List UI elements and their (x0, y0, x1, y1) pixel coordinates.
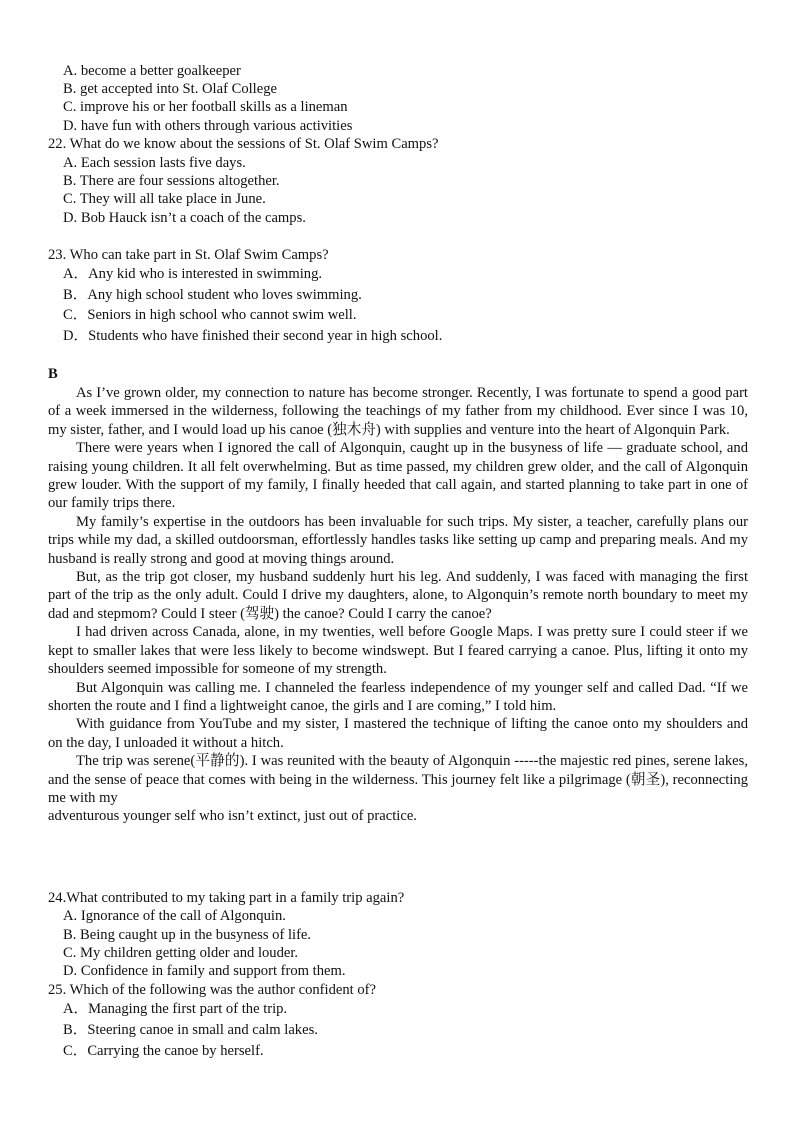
q25-option-b: B．Steering canoe in small and calm lakes. (63, 1022, 318, 1038)
q23-option-b: B．Any high school student who loves swimming. (63, 287, 362, 303)
q24-option-d: D. Confidence in family and support from them. (63, 963, 346, 979)
passage-paragraph: The trip was serene(平静的). I was reunited with the beauty of Algonquin -----the majestic red pines, serene lakes, and the sense of peace that comes with being in the wilderness. This journey felt like a pilgrimage (朝圣), reconnecting me with my (48, 753, 748, 806)
q21-option-d: D. have fun with others through various activities (63, 118, 353, 134)
q23-stem: 23. Who can take part in St. Olaf Swim Camps? (48, 247, 329, 263)
q23-option-d: D．Students who have finished their second year in high school. (63, 328, 443, 344)
q24-option-b: B. Being caught up in the busyness of life. (63, 927, 312, 943)
q21-option-c: C. improve his or her football skills as a lineman (63, 99, 348, 115)
q22-option-b: B. There are four sessions altogether. (63, 173, 280, 189)
passage-heading: B (48, 366, 58, 382)
q23-option-a: A．Any kid who is interested in swimming. (63, 266, 323, 282)
passage-paragraph: With guidance from YouTube and my sister, I mastered the technique of lifting the canoe onto my shoulders and on the day, I unloaded it without a hitch. (48, 716, 748, 751)
passage-body (48, 384, 748, 826)
q25-stem: 25. Which of the following was the author confident of? (48, 982, 377, 998)
passage-paragraph: My family’s expertise in the outdoors has been invaluable for such trips. My sister, a teacher, carefully plans our trips while my dad, a skilled outdoorsman, effortlessly handles tasks like setting up camp and preparing meals. And my husband is really strong and good at moving things around. (48, 513, 748, 567)
q22-option-a: A. Each session lasts five days. (63, 155, 246, 171)
q25-option-c: C．Carrying the canoe by herself. (63, 1043, 264, 1059)
q22-option-c: C. They will all take place in June. (63, 191, 266, 207)
passage-paragraph: But, as the trip got closer, my husband suddenly hurt his leg. And suddenly, I was faced with managing the first part of the trip as the only adult. Could I drive my daughters, alone, to Algonquin’s remote north boundary to meet my dad and stepmom? Could I steer (驾驶) the canoe? Could I carry the canoe? (48, 569, 748, 622)
q22-stem: 22. What do we know about the sessions of St. Olaf Swim Camps? (48, 136, 439, 152)
q25-option-a: A．Managing the first part of the trip. (63, 1001, 288, 1017)
q22-option-d: D. Bob Hauck isn’t a coach of the camps. (63, 210, 306, 226)
q24-option-a: A. Ignorance of the call of Algonquin. (63, 908, 286, 924)
q24-stem: 24.What contributed to my taking part in a family trip again? (48, 890, 405, 906)
passage-paragraph: I had driven across Canada, alone, in my twenties, well before Google Maps. I was pretty sure I could steer if we kept to smaller lakes that were less likely to become windswept. But I feared carrying a canoe. Plus, lifting it onto my shoulders seemed impossible for someone of my strength. (48, 624, 748, 678)
passage-last-line: adventurous younger self who isn’t extinct, just out of practice. (48, 808, 417, 825)
passage-paragraph: As I’ve grown older, my connection to nature has become stronger. Recently, I was fortunate to spend a good part of a week immersed in the wilderness, following the teachings of my father from my childhood. Ever since I was 10, my sister, father, and I would load up his canoe (独木舟) with supplies and venture into the heart of Algonquin Park. (48, 385, 748, 438)
passage-paragraph: But Algonquin was calling me. I channeled the fearless independence of my younger self and called Dad. “If we shorten the route and I find a lightweight canoe, the girls and I are coming,” I told him. (48, 679, 748, 714)
passage-paragraph: There were years when I ignored the call of Algonquin, caught up in the busyness of life — graduate school, and raising young children. It all felt overwhelming. But as time passed, my children grew older, and the call of Algonquin grew louder. With the support of my family, I finally heeded that call again, and started planning to take part in one of our family trips there. (48, 440, 748, 512)
q24-option-c: C. My children getting older and louder. (63, 945, 299, 961)
q23-option-c: C．Seniors in high school who cannot swim well. (63, 307, 357, 323)
q21-option-a: A. become a better goalkeeper (63, 63, 241, 79)
q21-option-b: B. get accepted into St. Olaf College (63, 81, 277, 97)
